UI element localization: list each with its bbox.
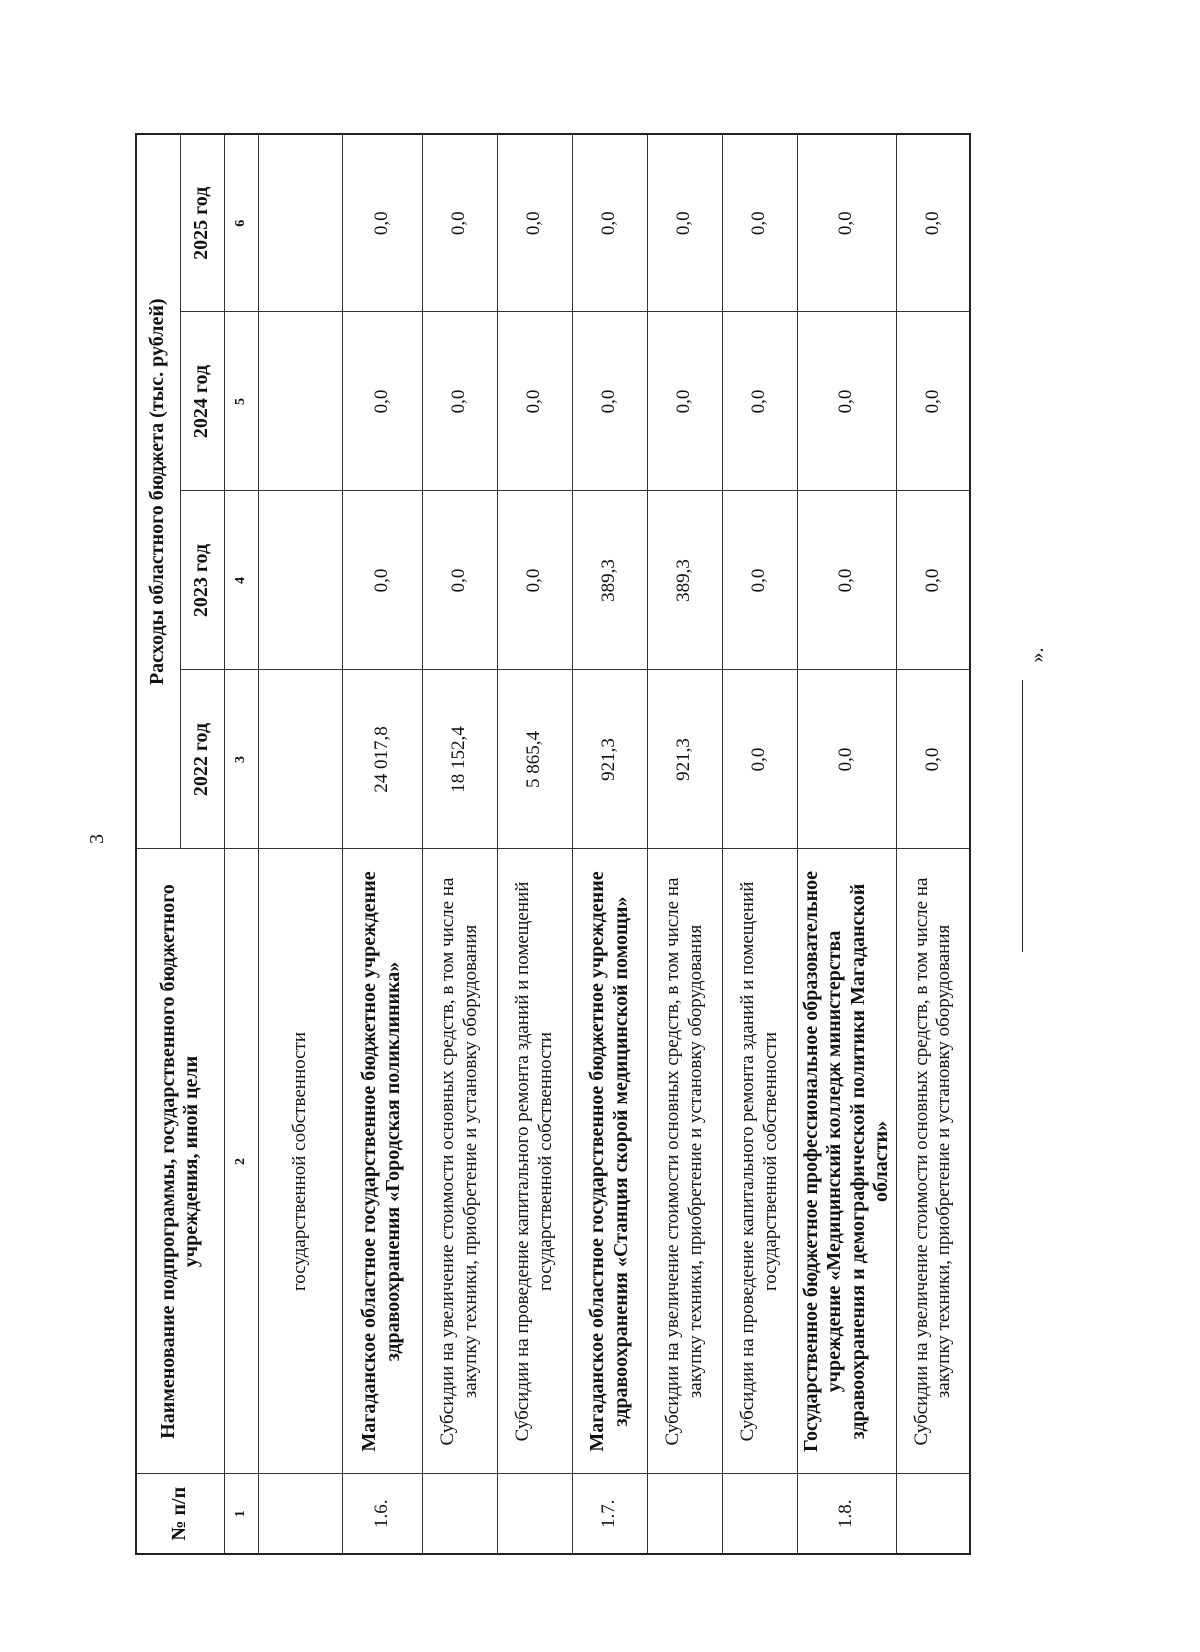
col-number: 1 <box>224 1474 258 1554</box>
table-row <box>647 134 722 1554</box>
value-2023: 0,0 <box>342 491 422 670</box>
row-name: государственной собственности <box>258 849 342 1474</box>
row-name: Субсидии на проведение капитального ремонта зданий и помещений государственной собственности <box>497 849 572 1474</box>
table-row <box>722 134 797 1554</box>
col-number: 5 <box>224 312 258 491</box>
value-2022: 18 152,4 <box>422 670 497 849</box>
value-2022: 921,3 <box>572 670 647 849</box>
value-2025: 0,0 <box>647 134 722 312</box>
budget-table-wrapper <box>135 135 965 1555</box>
value-2022: 921,3 <box>647 670 722 849</box>
row-number: 1.8. <box>797 1474 896 1554</box>
signature-line <box>1022 680 1023 952</box>
row-number <box>647 1474 722 1554</box>
row-number <box>422 1474 497 1554</box>
value-2023: 0,0 <box>797 491 896 670</box>
value-2025: 0,0 <box>422 134 497 312</box>
value-2022: 24 017,8 <box>342 670 422 849</box>
table-row <box>497 134 572 1554</box>
header-year-2022: 2022 год <box>180 670 224 849</box>
budget-table <box>135 133 971 1555</box>
table-row <box>258 134 342 1554</box>
value-2022 <box>258 670 342 849</box>
row-number <box>497 1474 572 1554</box>
value-2025: 0,0 <box>896 134 970 312</box>
row-number <box>722 1474 797 1554</box>
table-row <box>797 134 896 1554</box>
value-2022: 5 865,4 <box>497 670 572 849</box>
value-2023 <box>258 491 342 670</box>
value-2024: 0,0 <box>497 312 572 491</box>
value-2024: 0,0 <box>797 312 896 491</box>
row-name: Субсидии на увеличение стоимости основных средств, в том числе на закупку техники, приобретение и установку оборудования <box>896 849 970 1474</box>
value-2023: 389,3 <box>572 491 647 670</box>
header-col-num: № п/п <box>136 1474 224 1554</box>
row-number <box>896 1474 970 1554</box>
row-name: Магаданское областное государственное бюджетное учреждение здравоохранения «Городская поликлиника» <box>342 849 422 1474</box>
header-year-2024: 2024 год <box>180 312 224 491</box>
value-2022: 0,0 <box>797 670 896 849</box>
col-number: 4 <box>224 491 258 670</box>
value-2023: 389,3 <box>647 491 722 670</box>
page-number: 3 <box>86 834 108 844</box>
table-row <box>572 134 647 1554</box>
value-2023: 0,0 <box>497 491 572 670</box>
col-number: 2 <box>224 849 258 1474</box>
value-2022: 0,0 <box>896 670 970 849</box>
value-2025: 0,0 <box>722 134 797 312</box>
row-number <box>258 1474 342 1554</box>
table-row <box>342 134 422 1554</box>
value-2023: 0,0 <box>422 491 497 670</box>
value-2024: 0,0 <box>422 312 497 491</box>
value-2024: 0,0 <box>896 312 970 491</box>
value-2024: 0,0 <box>342 312 422 491</box>
row-name: Субсидии на проведение капитального ремонта зданий и помещений государственной собственности <box>722 849 797 1474</box>
table-body <box>258 134 970 1554</box>
value-2025: 0,0 <box>797 134 896 312</box>
header-col-budget: Расходы областного бюджета (тыс. рублей) <box>136 134 180 849</box>
row-name: Субсидии на увеличение стоимости основных средств, в том числе на закупку техники, приобретение и установку оборудования <box>422 849 497 1474</box>
row-name: Магаданское областное государственное бюджетное учреждение здравоохранения «Станция скорой медицинской помощи» <box>572 849 647 1474</box>
col-number: 6 <box>224 134 258 312</box>
table-row <box>896 134 970 1554</box>
value-2024 <box>258 312 342 491</box>
value-2024: 0,0 <box>647 312 722 491</box>
value-2025: 0,0 <box>497 134 572 312</box>
table-row <box>422 134 497 1554</box>
value-2025: 0,0 <box>342 134 422 312</box>
row-name: Субсидии на увеличение стоимости основных средств, в том числе на закупку техники, приобретение и установку оборудования <box>647 849 722 1474</box>
col-number: 3 <box>224 670 258 849</box>
header-year-2025: 2025 год <box>180 134 224 312</box>
header-col-name: Наименование подпрограммы, государственного бюджетного учреждения, иной цели <box>136 849 224 1474</box>
value-2022: 0,0 <box>722 670 797 849</box>
row-number: 1.7. <box>572 1474 647 1554</box>
value-2023: 0,0 <box>896 491 970 670</box>
value-2025: 0,0 <box>572 134 647 312</box>
header-year-2023: 2023 год <box>180 491 224 670</box>
value-2024: 0,0 <box>572 312 647 491</box>
row-name: Государственное бюджетное профессиональное образовательное учреждение «Медицинский колледж министерства здравоохранения и демографической политики Магаданской области» <box>797 849 896 1474</box>
value-2025 <box>258 134 342 312</box>
document-end-mark: ». <box>1026 647 1048 663</box>
value-2023: 0,0 <box>722 491 797 670</box>
header-row <box>136 134 180 1554</box>
column-number-row <box>224 134 258 1554</box>
value-2024: 0,0 <box>722 312 797 491</box>
row-number: 1.6. <box>342 1474 422 1554</box>
